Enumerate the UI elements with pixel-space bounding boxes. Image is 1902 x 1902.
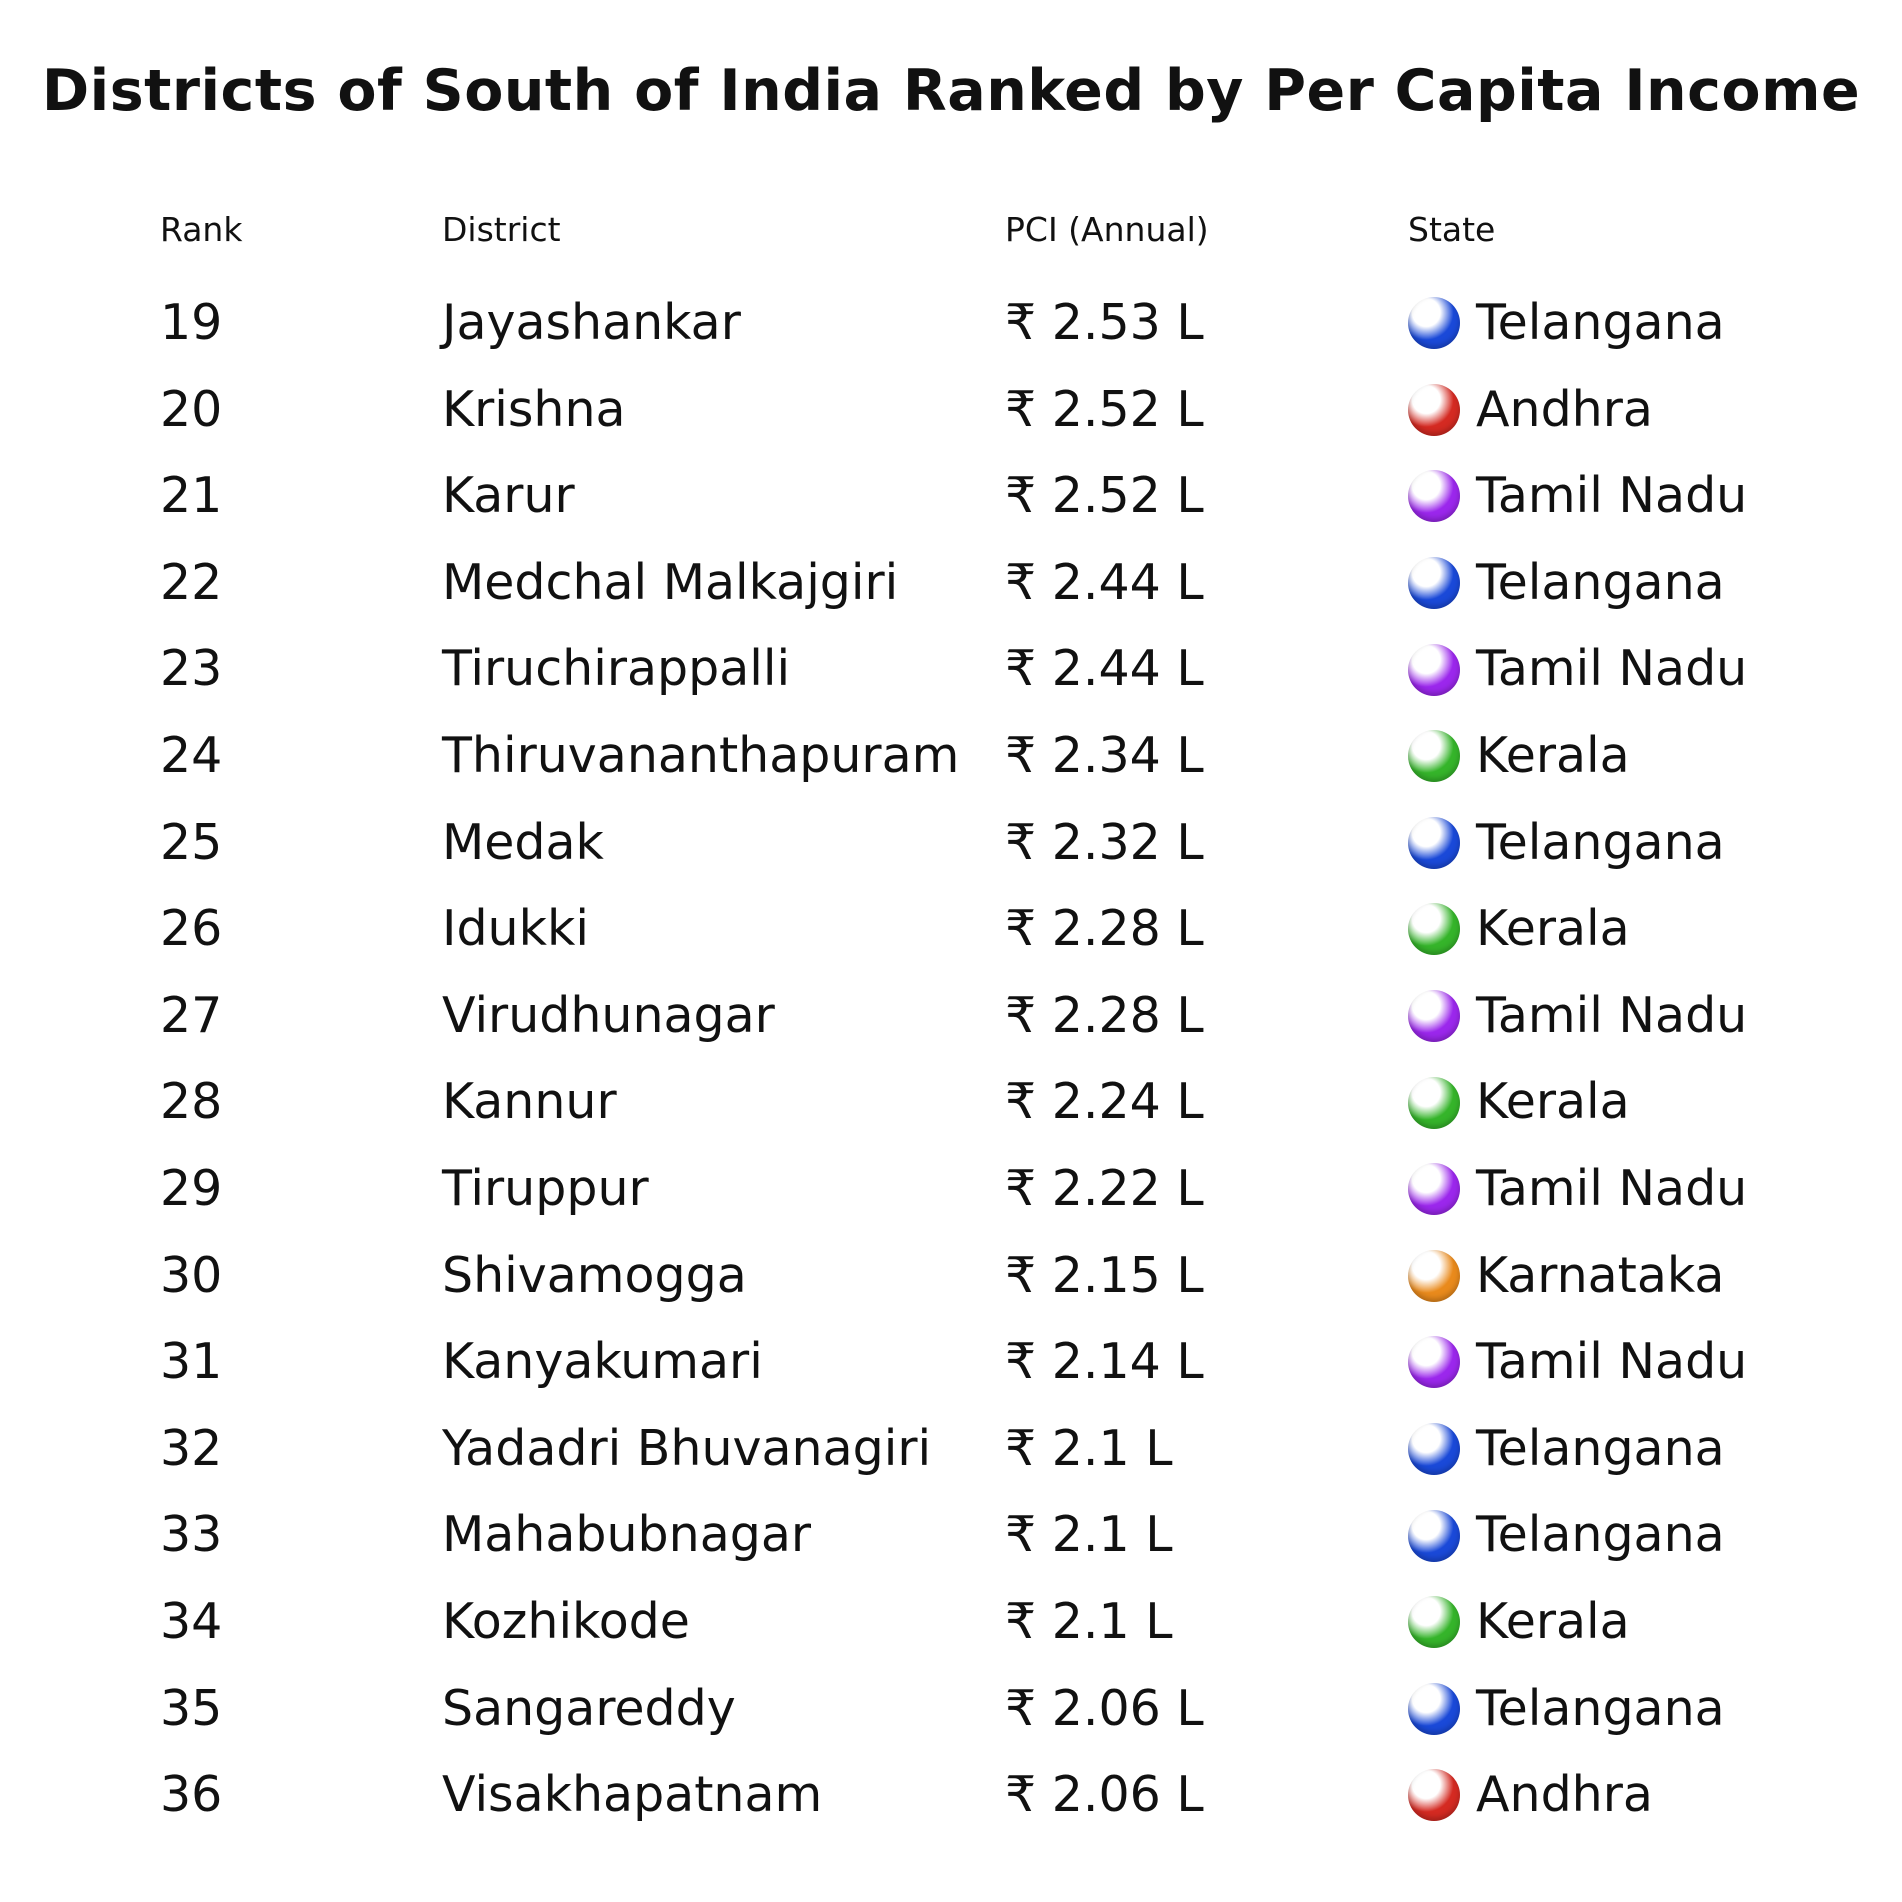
state-color-dot-icon bbox=[1408, 730, 1460, 782]
state-color-dot-icon bbox=[1408, 817, 1460, 869]
rank-cell: 26 bbox=[160, 900, 223, 958]
state-cell bbox=[1408, 1406, 1725, 1493]
district-cell: Mahabubnagar bbox=[442, 1506, 812, 1564]
state-label: Tamil Nadu bbox=[1476, 1333, 1748, 1391]
state-color-dot-icon bbox=[1408, 1250, 1460, 1302]
state-cell bbox=[1408, 1146, 1747, 1233]
table-row bbox=[0, 626, 1902, 713]
district-cell: Medak bbox=[442, 813, 604, 871]
state-color-dot-icon bbox=[1408, 903, 1460, 955]
state-label: Telangana bbox=[1476, 813, 1725, 871]
pci-cell: ₹ 2.06 L bbox=[1005, 1766, 1204, 1824]
pci-cell: ₹ 2.24 L bbox=[1005, 1073, 1204, 1131]
district-cell: Karur bbox=[442, 467, 575, 525]
state-label: Tamil Nadu bbox=[1476, 986, 1748, 1044]
state-color-dot-icon bbox=[1408, 1769, 1460, 1821]
state-label: Andhra bbox=[1476, 380, 1653, 438]
table-row bbox=[0, 540, 1902, 627]
state-cell bbox=[1408, 280, 1725, 367]
state-color-dot-icon bbox=[1408, 1510, 1460, 1562]
state-color-dot-icon bbox=[1408, 384, 1460, 436]
state-color-dot-icon bbox=[1408, 1683, 1460, 1735]
rank-cell: 27 bbox=[160, 986, 223, 1044]
header-rank: Rank bbox=[160, 210, 243, 249]
table-row bbox=[0, 800, 1902, 887]
table-row bbox=[0, 1319, 1902, 1406]
state-color-dot-icon bbox=[1408, 470, 1460, 522]
district-cell: Sangareddy bbox=[442, 1679, 736, 1737]
district-cell: Virudhunagar bbox=[442, 986, 775, 1044]
state-color-dot-icon bbox=[1408, 297, 1460, 349]
district-cell: Kannur bbox=[442, 1073, 617, 1131]
rank-cell: 36 bbox=[160, 1766, 223, 1824]
state-cell bbox=[1408, 1752, 1653, 1839]
pci-cell: ₹ 2.34 L bbox=[1005, 726, 1204, 784]
district-cell: Idukki bbox=[442, 900, 589, 958]
pci-cell: ₹ 2.52 L bbox=[1005, 467, 1204, 525]
page-title: Districts of South of India Ranked by Per Capita Income bbox=[41, 58, 1861, 124]
state-cell bbox=[1408, 713, 1630, 800]
pci-cell: ₹ 2.1 L bbox=[1005, 1506, 1173, 1564]
table-row bbox=[0, 1579, 1902, 1666]
state-label: Kerala bbox=[1476, 726, 1630, 784]
state-cell bbox=[1408, 367, 1653, 454]
header-district: District bbox=[442, 210, 561, 249]
rank-cell: 35 bbox=[160, 1679, 223, 1737]
pci-cell: ₹ 2.52 L bbox=[1005, 380, 1204, 438]
state-cell bbox=[1408, 1666, 1725, 1753]
table-row bbox=[0, 1146, 1902, 1233]
state-label: Telangana bbox=[1476, 1506, 1725, 1564]
header-state: State bbox=[1408, 210, 1496, 249]
state-label: Telangana bbox=[1476, 1419, 1725, 1477]
district-cell: Tiruppur bbox=[442, 1159, 649, 1217]
pci-cell: ₹ 2.44 L bbox=[1005, 553, 1204, 611]
state-label: Telangana bbox=[1476, 294, 1725, 351]
state-cell bbox=[1408, 1492, 1725, 1579]
table-row bbox=[0, 1233, 1902, 1320]
state-label: Tamil Nadu bbox=[1476, 1159, 1748, 1217]
state-color-dot-icon bbox=[1408, 1336, 1460, 1388]
pci-cell: ₹ 2.15 L bbox=[1005, 1246, 1204, 1304]
state-label: Tamil Nadu bbox=[1476, 467, 1748, 525]
district-cell: Shivamogga bbox=[442, 1246, 747, 1304]
rank-cell: 34 bbox=[160, 1592, 223, 1650]
state-label: Telangana bbox=[1476, 553, 1725, 611]
state-cell bbox=[1408, 626, 1747, 713]
state-cell bbox=[1408, 973, 1747, 1060]
state-color-dot-icon bbox=[1408, 990, 1460, 1042]
rank-cell: 22 bbox=[160, 553, 223, 611]
state-label: Andhra bbox=[1476, 1766, 1653, 1824]
state-label: Karnataka bbox=[1476, 1246, 1725, 1304]
table-row bbox=[0, 1406, 1902, 1493]
rank-cell: 29 bbox=[160, 1159, 223, 1217]
district-cell: Jayashankar bbox=[442, 294, 741, 351]
state-label: Telangana bbox=[1476, 1679, 1725, 1737]
table-row bbox=[0, 280, 1902, 367]
table-row bbox=[0, 1492, 1902, 1579]
state-color-dot-icon bbox=[1408, 1423, 1460, 1475]
table-row bbox=[0, 973, 1902, 1060]
district-cell: Tiruchirappalli bbox=[442, 640, 791, 698]
district-cell: Kozhikode bbox=[442, 1592, 690, 1650]
table-row bbox=[0, 1666, 1902, 1753]
pci-cell: ₹ 2.28 L bbox=[1005, 900, 1204, 958]
table-row bbox=[0, 1752, 1902, 1839]
pci-cell: ₹ 2.1 L bbox=[1005, 1592, 1173, 1650]
pci-cell: ₹ 2.06 L bbox=[1005, 1679, 1204, 1737]
state-label: Tamil Nadu bbox=[1476, 640, 1748, 698]
table-header bbox=[0, 205, 1902, 255]
state-color-dot-icon bbox=[1408, 557, 1460, 609]
state-color-dot-icon bbox=[1408, 1163, 1460, 1215]
table-body bbox=[0, 280, 1902, 1839]
state-label: Kerala bbox=[1476, 900, 1630, 958]
table-row bbox=[0, 886, 1902, 973]
state-cell bbox=[1408, 800, 1725, 887]
state-cell bbox=[1408, 1059, 1630, 1146]
pci-cell: ₹ 2.1 L bbox=[1005, 1419, 1173, 1477]
district-cell: Krishna bbox=[442, 380, 626, 438]
state-cell bbox=[1408, 1319, 1747, 1406]
rank-cell: 33 bbox=[160, 1506, 223, 1564]
pci-cell: ₹ 2.28 L bbox=[1005, 986, 1204, 1044]
rank-cell: 25 bbox=[160, 813, 223, 871]
district-cell: Kanyakumari bbox=[442, 1333, 763, 1391]
rank-cell: 28 bbox=[160, 1073, 223, 1131]
state-cell bbox=[1408, 453, 1747, 540]
state-label: Kerala bbox=[1476, 1592, 1630, 1650]
pci-cell: ₹ 2.44 L bbox=[1005, 640, 1204, 698]
rank-cell: 32 bbox=[160, 1419, 223, 1477]
rank-cell: 23 bbox=[160, 640, 223, 698]
district-cell: Thiruvananthapuram bbox=[442, 726, 960, 784]
rank-cell: 24 bbox=[160, 726, 223, 784]
district-cell: Medchal Malkajgiri bbox=[442, 553, 899, 611]
state-cell bbox=[1408, 540, 1725, 627]
pci-cell: ₹ 2.14 L bbox=[1005, 1333, 1204, 1391]
rank-cell: 20 bbox=[160, 380, 223, 438]
table-row bbox=[0, 713, 1902, 800]
state-cell bbox=[1408, 1579, 1630, 1666]
state-cell bbox=[1408, 886, 1630, 973]
state-color-dot-icon bbox=[1408, 1596, 1460, 1648]
rank-cell: 21 bbox=[160, 467, 223, 525]
table-row bbox=[0, 367, 1902, 454]
district-cell: Visakhapatnam bbox=[442, 1766, 823, 1824]
header-pci: PCI (Annual) bbox=[1005, 210, 1209, 249]
table-row bbox=[0, 453, 1902, 540]
pci-cell: ₹ 2.22 L bbox=[1005, 1159, 1204, 1217]
state-color-dot-icon bbox=[1408, 644, 1460, 696]
district-cell: Yadadri Bhuvanagiri bbox=[442, 1419, 932, 1477]
table-row bbox=[0, 1059, 1902, 1146]
state-color-dot-icon bbox=[1408, 1077, 1460, 1129]
rank-cell: 30 bbox=[160, 1246, 223, 1304]
pci-cell: ₹ 2.53 L bbox=[1005, 294, 1204, 351]
state-label: Kerala bbox=[1476, 1073, 1630, 1131]
rank-cell: 31 bbox=[160, 1333, 223, 1391]
rank-cell: 19 bbox=[160, 294, 223, 351]
state-cell bbox=[1408, 1233, 1724, 1320]
pci-cell: ₹ 2.32 L bbox=[1005, 813, 1204, 871]
